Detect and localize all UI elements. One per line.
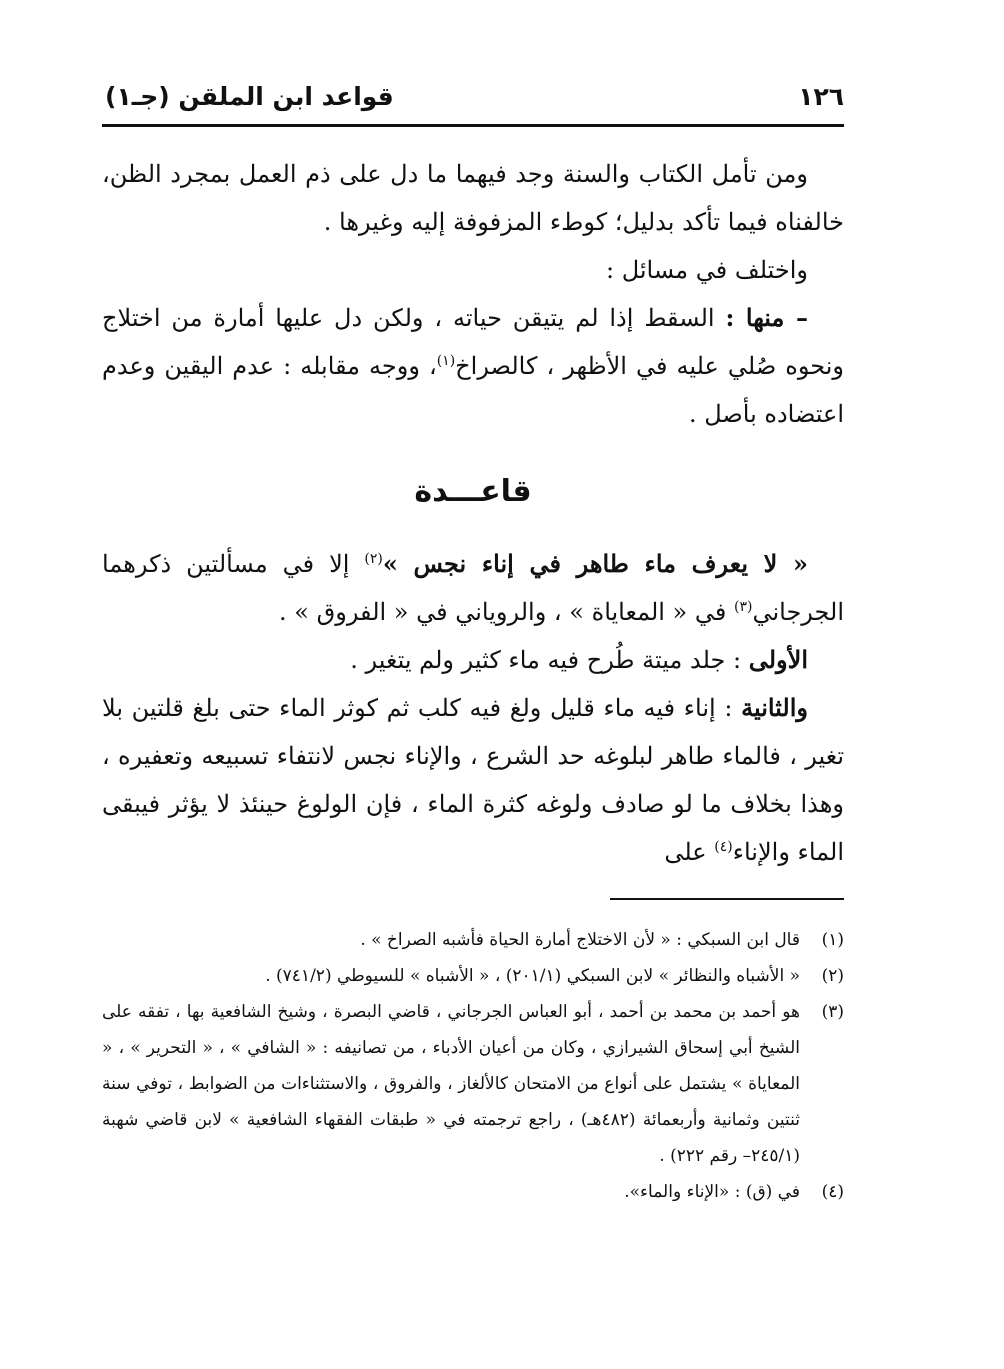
paragraph-5 xyxy=(102,636,844,684)
page-header xyxy=(105,76,844,116)
section-heading: قاعـــدة xyxy=(414,474,532,509)
footnotes xyxy=(102,922,844,1210)
footnote-1 xyxy=(102,922,844,958)
page-number: ١٢٦ xyxy=(798,81,844,111)
paragraph-4-text-a: إلا في مسألتين ذكرهما الجرجاني xyxy=(102,550,844,626)
paragraph-3-text-a: السقط إذا لم يتيقن حياته ، ولكن دل عليها أمارة من اختلاج ونحوه صُلي عليه في الأظهر ، كالصراخ xyxy=(102,304,844,380)
paragraph-6-text-b: على xyxy=(664,838,715,866)
paragraph-3-text-b: ، ووجه مقابله : عدم اليقين وعدم اعتضاده بأصل . xyxy=(102,352,844,428)
footnote-text: « الأشباه والنظائر » لابن السبكي (٢٠١/١) ، « الأشباه » للسيوطي (٧٤١/٢) . xyxy=(265,966,800,986)
paragraph-5-text: : جلد ميتة طُرح فيه ماء كثير ولم يتغير . xyxy=(350,646,749,674)
paragraph-6-lead: والثانية xyxy=(741,693,808,722)
paragraph-1: ومن تأمل الكتاب والسنة وجد فيهما ما دل على ذم العمل بمجرد الظن، خالفناه فيما تأكد بدليل؛ كوطء المزفوفة إليه وغيرها . xyxy=(102,160,844,236)
paragraph-4-text-b: في « المعاياة » ، والروياني في « الفروق » . xyxy=(279,598,734,626)
running-title: قواعد ابن الملقن (جـ١) xyxy=(105,81,394,111)
paragraph-3 xyxy=(102,294,844,438)
footnote-number: (٢) xyxy=(821,966,844,986)
footnote-text: في (ق) : «الإناء والماء». xyxy=(624,1182,800,1202)
footnote-ref-3[interactable]: (٣) xyxy=(733,599,753,615)
paragraph-2: واختلف في مسائل : xyxy=(605,256,808,284)
footnote-4 xyxy=(102,1174,844,1210)
paragraph-5-lead: الأولى xyxy=(748,645,808,674)
main-text xyxy=(102,150,844,876)
paragraph-6-text-a: : إناء فيه ماء قليل ولغ فيه كلب ثم كوثر الماء حتى بلغ قلتين بلا تغير ، فالماء طاهر لبلوغه حد الشرع ، والإناء نجس لانتفاء تسبيعه وتعفيره ، وهذا بخلاف ما لو صادف ولوغه كثرة الماء ، فإن الولوغ حينئذ لا يؤثر فيبقى الماء والإناء xyxy=(102,694,844,866)
footnote-ref-1[interactable]: (١) xyxy=(436,353,456,369)
footnote-ref-4[interactable]: (٤) xyxy=(714,839,733,855)
footnote-3 xyxy=(102,994,844,1174)
paragraph-4 xyxy=(102,540,844,636)
footnote-text: هو أحمد بن محمد بن أحمد ، أبو العباس الجرجاني ، قاضي البصرة ، وشيخ الشافعية بها ، تفقه على الشيخ أبي إسحاق الشيرازي ، وكان من أعيان الأدباء ، من تصانيفه : « الشافي » ، « التحرير » ، « المعاياة » يشتمل على أنواع من الامتحان كالألغاز ، والفروق ، والاستثناءات من الضوابط ، توفي سنة ثنتين وثمانية وأربعمائة (٤٨٢هـ) ، راجع ترجمته في « طبقات الفقهاء الشافعية » لابن قاضي شهبة (٢٤٥/١– رقم ٢٢٢) . xyxy=(102,1002,800,1166)
footnote-text: قال ابن السبكي : « لأن الاختلاج أمارة الحياة فأشبه الصراخ » . xyxy=(360,930,800,950)
paragraph-3-lead: – منها : xyxy=(725,303,808,332)
header-rule xyxy=(102,124,844,127)
rule-statement: « لا يعرف ماء طاهر في إناء نجس » xyxy=(382,549,808,578)
footnote-number: (٣) xyxy=(821,1002,844,1022)
footnote-number: (١) xyxy=(821,930,844,950)
footnote-2 xyxy=(102,958,844,994)
footnote-number: (٤) xyxy=(821,1182,844,1202)
paragraph-6 xyxy=(102,684,844,876)
footnote-divider xyxy=(610,898,844,900)
footnote-ref-2[interactable]: (٢) xyxy=(364,551,383,567)
